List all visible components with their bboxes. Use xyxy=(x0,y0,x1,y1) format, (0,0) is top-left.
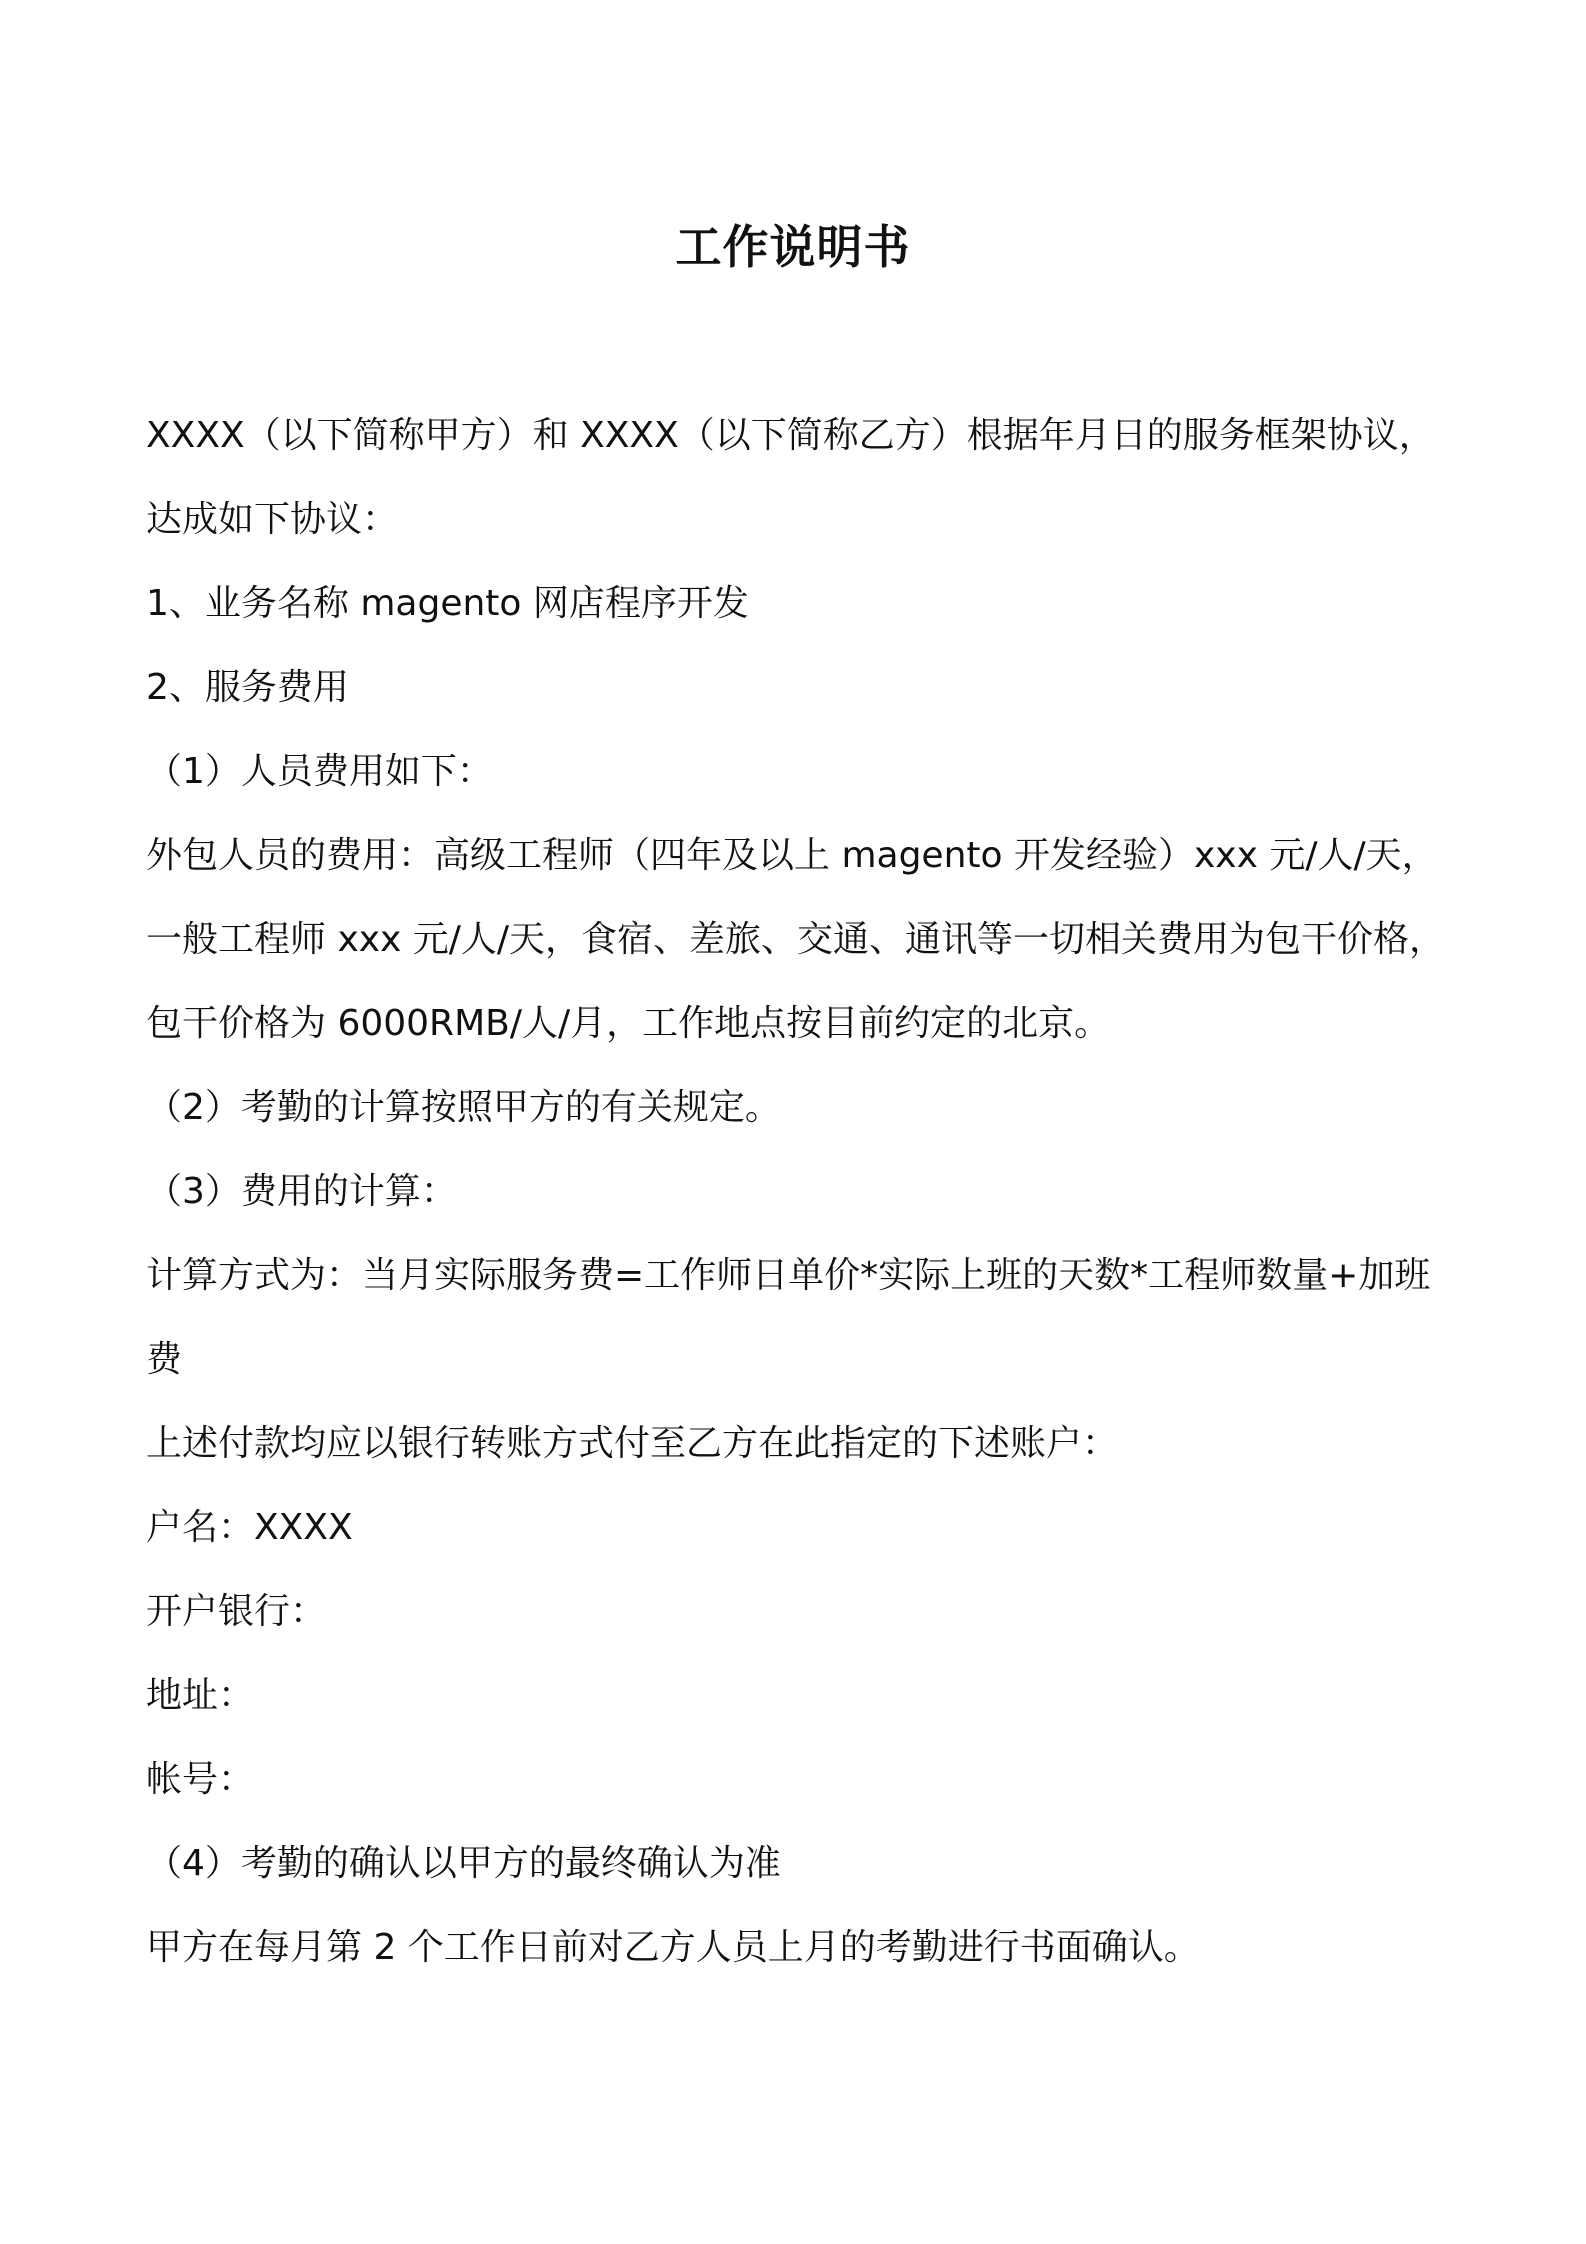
account-name-line: 户名：XXXX xyxy=(146,1507,353,1548)
subitem-fee-calculation: （3）费用的计算： xyxy=(146,1171,457,1212)
paragraph-line-payment: 上述付款均应以银行转账方式付至乙方在此指定的下述账户： xyxy=(146,1423,1119,1464)
bank-line: 开户银行： xyxy=(146,1591,327,1632)
document-title: 工作说明书 xyxy=(675,220,911,274)
item-service-fee: 2、服务费用 xyxy=(146,667,349,708)
address-line: 地址： xyxy=(146,1675,255,1716)
account-number-line: 帐号： xyxy=(146,1759,255,1800)
paragraph-line-calculation-1: 计算方式为：当月实际服务费=工作师日单价*实际上班的天数*工程师数量+加班 xyxy=(146,1255,1431,1296)
paragraph-line-fee-1: 外包人员的费用：高级工程师（四年及以上 magento 开发经验）xxx 元/人/天， xyxy=(146,835,1438,876)
paragraph-line-confirmation: 甲方在每月第 2 个工作日前对乙方人员上月的考勤进行书面确认。 xyxy=(146,1927,1200,1968)
paragraph-line-intro-2: 达成如下协议： xyxy=(146,499,399,540)
paragraph-line-calculation-2: 费 xyxy=(146,1339,183,1380)
paragraph-line-fee-2: 一般工程师 xxx 元/人/天，食宿、差旅、交通、通讯等一切相关费用为包干价格， xyxy=(146,919,1446,960)
subitem-attendance-calculation: （2）考勤的计算按照甲方的有关规定。 xyxy=(146,1087,781,1128)
paragraph-line-fee-3: 包干价格为 6000RMB/人/月，工作地点按目前约定的北京。 xyxy=(146,1003,1111,1044)
paragraph-line-intro-1: XXXX（以下简称甲方）和 XXXX（以下简称乙方）根据年月日的服务框架协议， xyxy=(146,415,1435,456)
subitem-attendance-confirmation: （4）考勤的确认以甲方的最终确认为准 xyxy=(146,1843,781,1884)
item-business-name: 1、业务名称 magento 网店程序开发 xyxy=(146,583,749,624)
subitem-personnel-fee: （1）人员费用如下： xyxy=(146,751,493,792)
